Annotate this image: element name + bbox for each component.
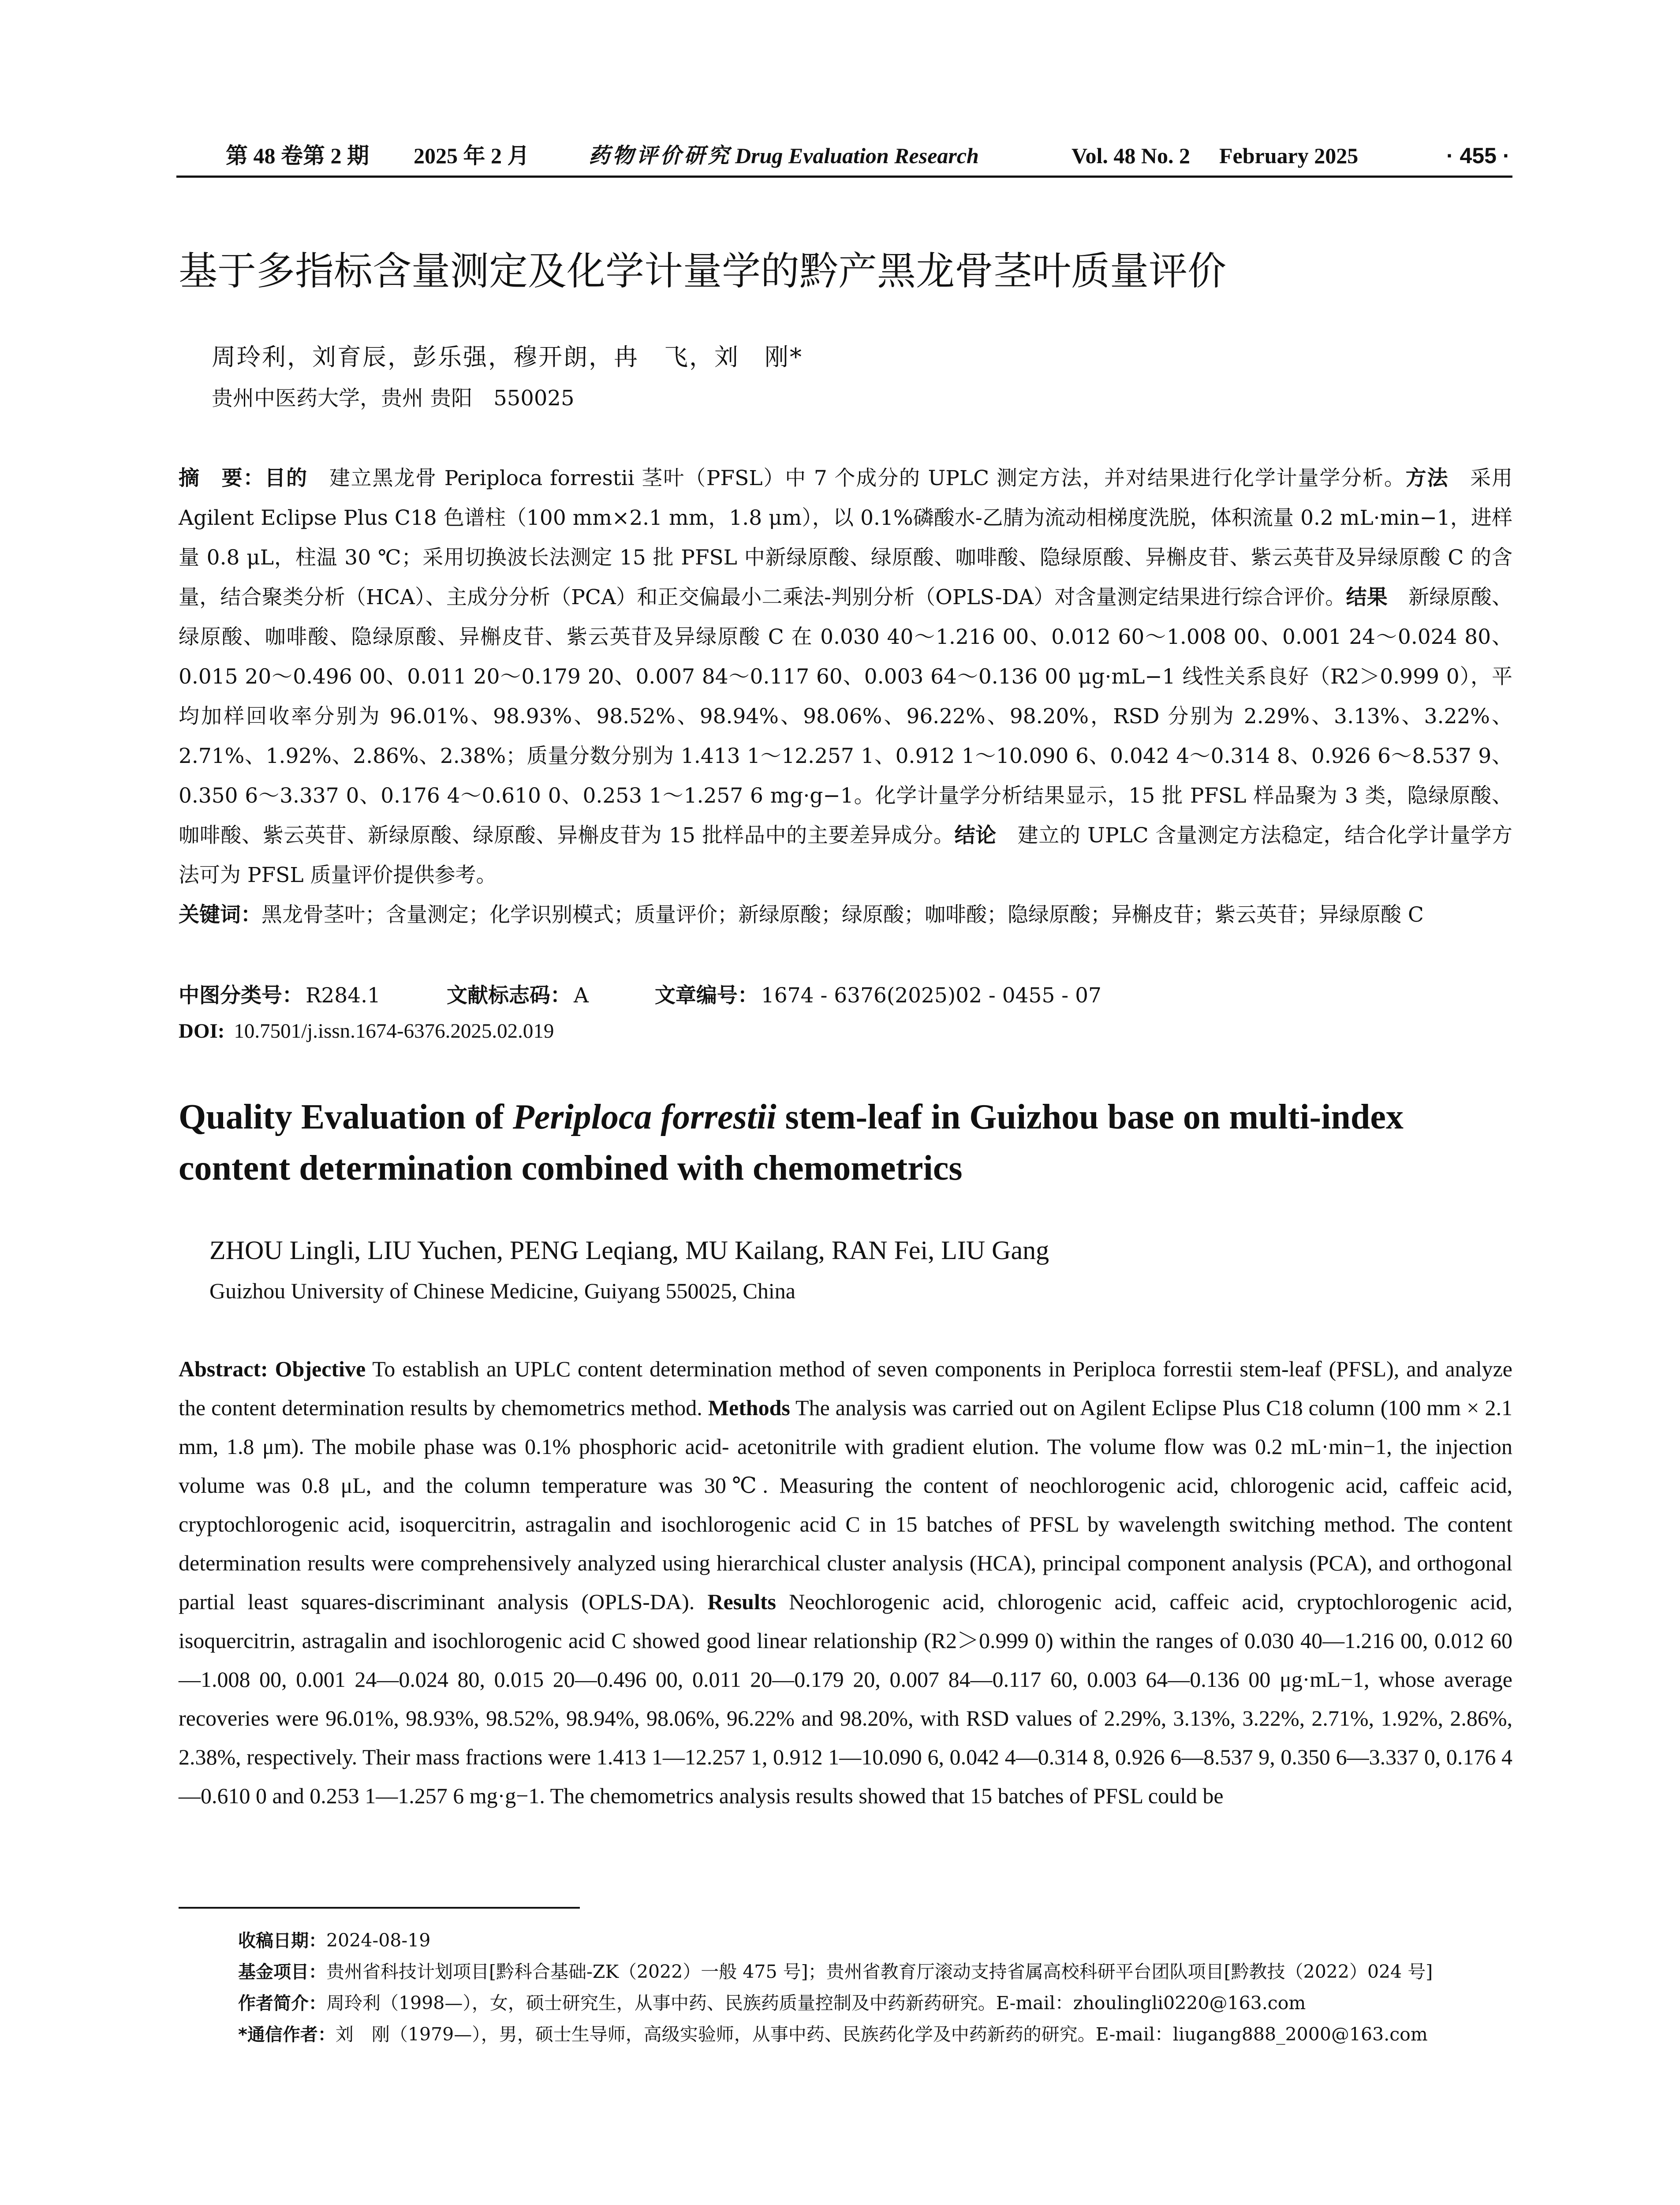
article-number-label: 文章编号： bbox=[654, 983, 758, 1008]
objective-cn-label: 目的 bbox=[265, 466, 308, 490]
title-en-species: Periploca forrestii bbox=[512, 1098, 777, 1136]
objective-en-text: To establish an UPLC content determination method of seven components in Periploca forrestii stem-leaf (PFSL), and analyze the content determination results by chemometrics method. bbox=[179, 1357, 1513, 1420]
results-cn-label: 结果 bbox=[1346, 585, 1388, 609]
footnote-fund bbox=[238, 1956, 1512, 1988]
abstract-cn-label: 摘 要： bbox=[179, 466, 265, 490]
header-page-number: · 455 · bbox=[1446, 143, 1510, 168]
results-en-text: Neochlorogenic acid, chlorogenic acid, caffeic acid, cryptochlorogenic acid, isoquercitrin, astragalin and isochlorogenic acid C showed good linear relationship (R2＞0.999 0) within the ranges of 0.030 40—1.216 00, 0.012 60—1.008 00, 0.001 24—0.024 80, 0.015 20—0.496 00, 0.011 20—0.179 20, 0.007 84—0.117 60, 0.003 64—0.136 00 μg·mL−1, whose average recoveries were 96.01%, 98.93%, 98.52%, 98.94%, 98.06%, 96.22% and 98.20%, with RSD values of 2.29%, 3.13%, 3.22%, 2.71%, 1.92%, 2.86%, 2.38%, respectively. Their mass fractions were 1.413 1—12.257 1, 0.912 1—10.090 6, 0.042 4—0.314 8, 0.926 6—8.537 9, 0.350 6—3.337 0, 0.176 4—0.610 0 and 0.253 1—1.257 6 mg·g−1. The chemometrics analysis results showed that 15 batches of PFSL could be bbox=[179, 1589, 1513, 1808]
header-divider bbox=[176, 176, 1512, 178]
running-header bbox=[176, 140, 1512, 171]
doi-label: DOI: bbox=[179, 1020, 225, 1043]
author-bio-label: 作者简介： bbox=[238, 1993, 326, 2014]
conclusion-cn-text: 建立的 UPLC 含量测定方法稳定，结合化学计量学方法可为 PFSL 质量评价提供参考。 bbox=[179, 823, 1513, 887]
article-number-value: 1674 - 6376(2025)02 - 0455 - 07 bbox=[761, 983, 1101, 1008]
keywords-cn-label: 关键词： bbox=[179, 903, 261, 927]
header-issue: 第 48 卷第 2 期 bbox=[226, 143, 369, 168]
title-en-part2: stem-leaf in Guizhou base on multi-index content determination combined with chemometrics bbox=[179, 1098, 1404, 1188]
title-en bbox=[179, 1091, 1512, 1194]
doi-value[interactable]: 10.7501/j.issn.1674-6376.2025.02.019 bbox=[234, 1020, 554, 1043]
doc-code-value: A bbox=[573, 983, 589, 1008]
abstract-en-label: Abstract: Objective bbox=[179, 1357, 366, 1381]
methods-en-label: Methods bbox=[708, 1395, 790, 1420]
objective-cn-text: 建立黑龙骨 Periploca forrestii 茎叶（PFSL）中 7 个成分的 UPLC 测定方法，并对结果进行化学计量学分析。 bbox=[308, 466, 1406, 490]
fund-label: 基金项目： bbox=[238, 1962, 326, 1982]
corresponding-label: *通信作者： bbox=[238, 2025, 336, 2045]
affiliation-en: Guizhou University of Chinese Medicine, Guiyang 550025, China bbox=[209, 1278, 795, 1303]
fund-text: 贵州省科技计划项目[黔科合基础-ZK（2022）一般 475 号]；贵州省教育厅滚动支持省属高校科研平台团队项目[黔教技（2022）024 号] bbox=[326, 1961, 1433, 1982]
footnotes bbox=[238, 1925, 1512, 2050]
methods-en-text: The analysis was carried out on Agilent Eclipse Plus C18 column (100 mm × 2.1 mm, 1.8 μm). The mobile phase was 0.1% phosphoric acid- acetonitrile with gradient elution. The volume flow was 0.2 mL·min−1, the injection volume was 0.8 μL, and the column temperature was 30℃. Measuring the content of neochlorogenic acid, chlorogenic acid, caffeic acid, cryptochlorogenic acid, isoquercitrin, astragalin and isochlorogenic acid C in 15 batches of PFSL by wavelength switching method. The content determination results were comprehensively analyzed using hierarchical cluster analysis (HCA), principal component analysis (PCA), and orthogonal partial least squares-discriminant analysis (OPLS-DA). bbox=[179, 1395, 1512, 1614]
keywords-cn-text: 黑龙骨茎叶；含量测定；化学识别模式；质量评价；新绿原酸；绿原酸；咖啡酸；隐绿原酸；异槲皮苷；紫云英苷；异绿原酸 C bbox=[261, 903, 1424, 927]
methods-cn-text: 采用 Agilent Eclipse Plus C18 色谱柱（100 mm×2.1 mm，1.8 μm），以 0.1%磷酸水-乙腈为流动相梯度洗脱，体积流量 0.2 mL·min−1，进样量 0.8 μL，柱温 30 ℃；采用切换波长法测定 15 批 PFSL 中新绿原酸、绿原酸、咖啡酸、隐绿原酸、异槲皮苷、紫云英苷及异绿原酸 C 的含量，结合聚类分析（HCA）、主成分分析（PCA）和正交偏最小二乘法-判别分析（OPLS-DA）对含量测定结果进行综合评价。 bbox=[179, 466, 1513, 609]
methods-cn-label: 方法 bbox=[1405, 466, 1449, 490]
doi-line bbox=[179, 1013, 554, 1049]
affiliation-cn: 贵州中医药大学，贵州 贵阳 550025 bbox=[212, 386, 575, 411]
journal-logo: 药物评价研究 bbox=[589, 143, 732, 168]
footnote-author bbox=[238, 1988, 1512, 2019]
doc-code-label: 文献标志码： bbox=[446, 983, 571, 1008]
header-month: February 2025 bbox=[1219, 143, 1359, 168]
corresponding-text: 刘 刚（1979—），男，硕士生导师，高级实验师，从事中药、民族药化学及中药新药的研究。E-mail：liugang888_2000@163.com bbox=[335, 2024, 1428, 2045]
header-volume: Vol. 48 No. 2 bbox=[1071, 143, 1191, 168]
authors-en: ZHOU Lingli, LIU Yuchen, PENG Leqiang, MU Kailang, RAN Fei, LIU Gang bbox=[209, 1236, 1049, 1265]
results-cn-text: 新绿原酸、绿原酸、咖啡酸、隐绿原酸、异槲皮苷、紫云英苷及异绿原酸 C 在 0.030 40～1.216 00、0.012 60～1.008 00、0.001 24～0.024 80、0.015 20～0.496 00、0.011 20～0.179 20、0.007 84～0.117 60、0.003 64～0.136 00 μg·mL−1 线性关系良好（R2＞0.999 0），平均加样回收率分别为 96.01%、98.93%、98.52%、98.94%、98.06%、96.22%、98.20%，RSD 分别为 2.29%、3.13%、3.22%、2.71%、1.92%、2.86%、2.38%；质量分数分别为 1.413 1～12.257 1、0.912 1～10.090 6、0.042 4～0.314 8、0.926 6～8.537 9、0.350 6～3.337 0、0.176 4～0.610 0、0.253 1～1.257 6 mg·g−1。化学计量学分析结果显示，15 批 PFSL 样品聚为 3 类，隐绿原酸、咖啡酸、紫云英苷、新绿原酸、绿原酸、异槲皮苷为 15 批样品中的主要差异成分。 bbox=[179, 585, 1513, 848]
conclusion-cn-label: 结论 bbox=[954, 823, 997, 848]
abstract-en bbox=[179, 1349, 1512, 1815]
title-en-part1: Quality Evaluation of bbox=[179, 1098, 513, 1136]
clc-label: 中图分类号： bbox=[179, 983, 303, 1008]
author-bio-text: 周玲利（1998—），女，硕士研究生，从事中药、民族药质量控制及中药新药研究。E-mail：zhoulingli0220@163.com bbox=[326, 1992, 1306, 2014]
results-en-label: Results bbox=[707, 1589, 776, 1614]
header-journal-name: Drug Evaluation Research bbox=[735, 143, 979, 168]
header-date: 2025 年 2 月 bbox=[414, 143, 530, 168]
classification-line bbox=[179, 978, 1101, 1013]
received-date: 2024-08-19 bbox=[326, 1930, 431, 1951]
clc-value: R284.1 bbox=[306, 983, 381, 1008]
abstract-cn bbox=[179, 459, 1512, 935]
received-label: 收稿日期： bbox=[238, 1931, 326, 1951]
footnote-corresponding bbox=[238, 2019, 1512, 2050]
title-cn: 基于多指标含量测定及化学计量学的黔产黑龙骨茎叶质量评价 bbox=[179, 248, 1227, 294]
footnote-divider bbox=[179, 1907, 580, 1909]
footnote-received bbox=[238, 1925, 1512, 1956]
authors-cn: 周玲利，刘育辰，彭乐强，穆开朗，冉 飞，刘 刚* bbox=[212, 343, 803, 371]
